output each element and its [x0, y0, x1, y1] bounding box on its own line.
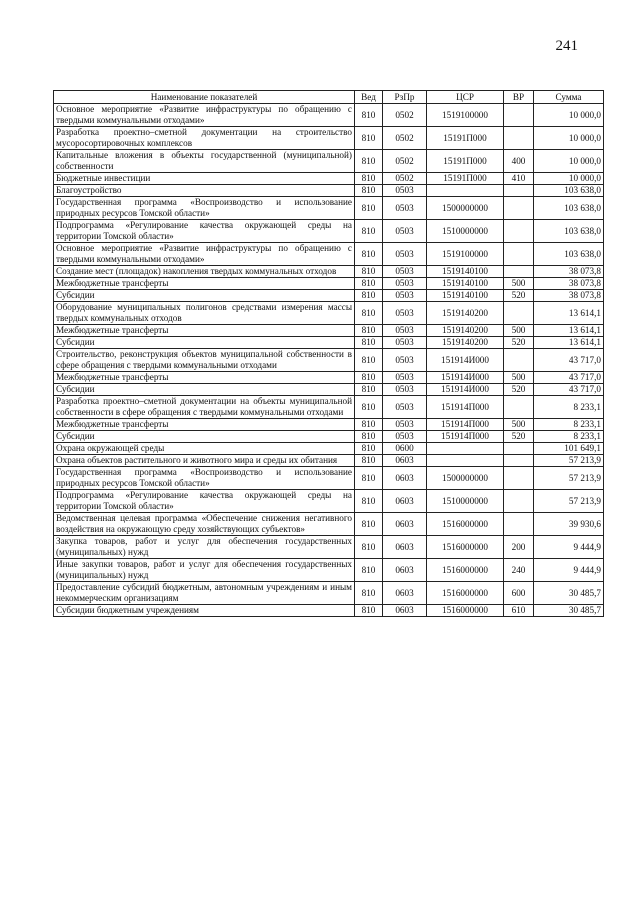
- cell-sum: 43 717,0: [534, 384, 604, 396]
- cell-ved: 810: [355, 605, 383, 617]
- cell-rzpr: 0503: [383, 220, 427, 243]
- table-row: [54, 266, 604, 278]
- cell-sum: 13 614,1: [534, 337, 604, 349]
- cell-csr: 15191П000: [427, 150, 504, 173]
- cell-vr: 600: [504, 582, 534, 605]
- cell-name: Закупка товаров, работ и услуг для обеспечения государственных (муниципальных) нужд: [54, 536, 355, 559]
- cell-vr: [504, 513, 534, 536]
- cell-csr: 1510000000: [427, 220, 504, 243]
- cell-rzpr: 0503: [383, 384, 427, 396]
- cell-sum: 10 000,0: [534, 127, 604, 150]
- cell-name: Подпрограмма «Регулирование качества окружающей среды на территории Томской области»: [54, 490, 355, 513]
- cell-ved: 810: [355, 536, 383, 559]
- cell-vr: 610: [504, 605, 534, 617]
- cell-ved: 810: [355, 372, 383, 384]
- cell-name: Предоставление субсидий бюджетным, автономным учреждениям и иным некоммерческим организациям: [54, 582, 355, 605]
- cell-csr: 1519140200: [427, 302, 504, 325]
- cell-rzpr: 0503: [383, 349, 427, 372]
- cell-name: Государственная программа «Воспроизводство и использование природных ресурсов Томской области»: [54, 197, 355, 220]
- cell-vr: [504, 104, 534, 127]
- cell-name: Разработка проектно–сметной документации на строительство мусоросортировочных комплексов: [54, 127, 355, 150]
- cell-vr: 520: [504, 431, 534, 443]
- cell-csr: 1510000000: [427, 490, 504, 513]
- cell-rzpr: 0502: [383, 173, 427, 185]
- cell-name: Межбюджетные трансферты: [54, 325, 355, 337]
- cell-ved: 810: [355, 384, 383, 396]
- cell-sum: 10 000,0: [534, 104, 604, 127]
- cell-ved: 810: [355, 337, 383, 349]
- cell-sum: 38 073,8: [534, 266, 604, 278]
- cell-vr: 500: [504, 419, 534, 431]
- page-number: 241: [555, 38, 578, 54]
- cell-ved: 810: [355, 582, 383, 605]
- cell-vr: [504, 243, 534, 266]
- table-row: [54, 220, 604, 243]
- cell-sum: 39 930,6: [534, 513, 604, 536]
- cell-csr: 1519140100: [427, 266, 504, 278]
- cell-vr: [504, 467, 534, 490]
- header-name: Наименование показателей: [54, 91, 355, 104]
- cell-rzpr: 0503: [383, 290, 427, 302]
- cell-name: Оборудование муниципальных полигонов средствами измерения массы твердых коммунальных отходов: [54, 302, 355, 325]
- cell-vr: 500: [504, 278, 534, 290]
- cell-csr: 151914П000: [427, 419, 504, 431]
- cell-vr: [504, 490, 534, 513]
- cell-vr: 520: [504, 337, 534, 349]
- cell-csr: [427, 185, 504, 197]
- cell-name: Основное мероприятие «Развитие инфраструктуры по обращению с твердыми коммунальными отходами»: [54, 243, 355, 266]
- header-sum: Сумма: [534, 91, 604, 104]
- table-row: [54, 185, 604, 197]
- cell-rzpr: 0603: [383, 490, 427, 513]
- cell-ved: 810: [355, 431, 383, 443]
- cell-ved: 810: [355, 266, 383, 278]
- cell-vr: [504, 443, 534, 455]
- cell-name: Межбюджетные трансферты: [54, 278, 355, 290]
- cell-csr: 1516000000: [427, 559, 504, 582]
- table-body: [54, 104, 604, 617]
- cell-ved: 810: [355, 104, 383, 127]
- cell-rzpr: 0503: [383, 396, 427, 419]
- cell-ved: 810: [355, 185, 383, 197]
- cell-name: Ведомственная целевая программа «Обеспечение снижения негативного воздействия на окружающую среду хозяйствующих субъектов»: [54, 513, 355, 536]
- cell-name: Разработка проектно–сметной документации на объекты муниципальной собственности в сфере обращения с твердыми коммунальными отходами: [54, 396, 355, 419]
- cell-rzpr: 0503: [383, 431, 427, 443]
- cell-sum: 103 638,0: [534, 185, 604, 197]
- cell-sum: 38 073,8: [534, 278, 604, 290]
- cell-ved: 810: [355, 302, 383, 325]
- table-row: [54, 278, 604, 290]
- cell-vr: 400: [504, 150, 534, 173]
- cell-sum: 8 233,1: [534, 431, 604, 443]
- cell-csr: 151914И000: [427, 372, 504, 384]
- table-row: [54, 127, 604, 150]
- cell-vr: [504, 302, 534, 325]
- cell-vr: [504, 220, 534, 243]
- cell-vr: [504, 266, 534, 278]
- table-row: [54, 290, 604, 302]
- cell-sum: 101 649,1: [534, 443, 604, 455]
- table-row: [54, 467, 604, 490]
- cell-name: Государственная программа «Воспроизводство и использование природных ресурсов Томской области»: [54, 467, 355, 490]
- cell-ved: 810: [355, 513, 383, 536]
- table-row: [54, 173, 604, 185]
- cell-csr: 151914П000: [427, 396, 504, 419]
- cell-vr: 240: [504, 559, 534, 582]
- table-row: [54, 337, 604, 349]
- cell-vr: 520: [504, 290, 534, 302]
- cell-rzpr: 0603: [383, 455, 427, 467]
- cell-ved: 810: [355, 443, 383, 455]
- cell-rzpr: 0503: [383, 337, 427, 349]
- table-row: [54, 372, 604, 384]
- cell-csr: 1519140100: [427, 290, 504, 302]
- cell-sum: 43 717,0: [534, 372, 604, 384]
- cell-name: Бюджетные инвестиции: [54, 173, 355, 185]
- table-header-row: [54, 91, 604, 104]
- cell-csr: 1519140200: [427, 325, 504, 337]
- table-row: [54, 197, 604, 220]
- table-row: [54, 325, 604, 337]
- cell-name: Капитальные вложения в объекты государственной (муниципальной) собственности: [54, 150, 355, 173]
- cell-ved: 810: [355, 197, 383, 220]
- cell-csr: 1519140200: [427, 337, 504, 349]
- cell-sum: 38 073,8: [534, 290, 604, 302]
- table-row: [54, 582, 604, 605]
- budget-table: [53, 90, 604, 617]
- cell-csr: 1500000000: [427, 197, 504, 220]
- cell-sum: 103 638,0: [534, 243, 604, 266]
- cell-sum: 57 213,9: [534, 455, 604, 467]
- cell-vr: 520: [504, 384, 534, 396]
- cell-name: Охрана окружающей среды: [54, 443, 355, 455]
- cell-name: Субсидии: [54, 431, 355, 443]
- cell-ved: 810: [355, 127, 383, 150]
- cell-csr: 1519100000: [427, 243, 504, 266]
- cell-name: Иные закупки товаров, работ и услуг для обеспечения государственных (муниципальных) нужд: [54, 559, 355, 582]
- cell-name: Субсидии бюджетным учреждениям: [54, 605, 355, 617]
- table-row: [54, 396, 604, 419]
- cell-vr: 410: [504, 173, 534, 185]
- header-ved: Вед: [355, 91, 383, 104]
- cell-rzpr: 0603: [383, 467, 427, 490]
- cell-sum: 9 444,9: [534, 559, 604, 582]
- cell-sum: 13 614,1: [534, 325, 604, 337]
- cell-csr: 151914П000: [427, 431, 504, 443]
- cell-rzpr: 0503: [383, 185, 427, 197]
- cell-ved: 810: [355, 467, 383, 490]
- cell-ved: 810: [355, 490, 383, 513]
- table-row: [54, 150, 604, 173]
- cell-rzpr: 0502: [383, 104, 427, 127]
- cell-ved: 810: [355, 173, 383, 185]
- cell-sum: 57 213,9: [534, 467, 604, 490]
- cell-ved: 810: [355, 396, 383, 419]
- table-row: [54, 455, 604, 467]
- cell-csr: 151914И000: [427, 384, 504, 396]
- table-row: [54, 513, 604, 536]
- table-row: [54, 104, 604, 127]
- cell-csr: 15191П000: [427, 173, 504, 185]
- cell-name: Субсидии: [54, 290, 355, 302]
- cell-name: Создание мест (площадок) накопления твердых коммунальных отходов: [54, 266, 355, 278]
- cell-sum: 30 485,7: [534, 605, 604, 617]
- cell-ved: 810: [355, 559, 383, 582]
- cell-rzpr: 0503: [383, 325, 427, 337]
- cell-ved: 810: [355, 150, 383, 173]
- cell-vr: [504, 349, 534, 372]
- cell-rzpr: 0503: [383, 302, 427, 325]
- table-row: [54, 490, 604, 513]
- cell-sum: 8 233,1: [534, 396, 604, 419]
- cell-csr: 1516000000: [427, 605, 504, 617]
- table-row: [54, 605, 604, 617]
- cell-csr: 151914И000: [427, 349, 504, 372]
- cell-name: Субсидии: [54, 337, 355, 349]
- table-row: [54, 431, 604, 443]
- cell-rzpr: 0503: [383, 372, 427, 384]
- header-vr: ВР: [504, 91, 534, 104]
- cell-sum: 103 638,0: [534, 197, 604, 220]
- cell-csr: 1516000000: [427, 582, 504, 605]
- cell-ved: 810: [355, 419, 383, 431]
- cell-rzpr: 0503: [383, 243, 427, 266]
- cell-vr: 500: [504, 325, 534, 337]
- table-row: [54, 443, 604, 455]
- cell-csr: [427, 443, 504, 455]
- cell-rzpr: 0502: [383, 150, 427, 173]
- table-row: [54, 243, 604, 266]
- cell-ved: 810: [355, 220, 383, 243]
- cell-rzpr: 0503: [383, 197, 427, 220]
- cell-vr: 200: [504, 536, 534, 559]
- cell-ved: 810: [355, 325, 383, 337]
- table-row: [54, 419, 604, 431]
- cell-csr: 1519140100: [427, 278, 504, 290]
- cell-rzpr: 0603: [383, 536, 427, 559]
- cell-csr: 1519100000: [427, 104, 504, 127]
- cell-ved: 810: [355, 455, 383, 467]
- cell-sum: 8 233,1: [534, 419, 604, 431]
- cell-name: Межбюджетные трансферты: [54, 419, 355, 431]
- cell-vr: [504, 127, 534, 150]
- table-row: [54, 349, 604, 372]
- cell-csr: 1516000000: [427, 536, 504, 559]
- cell-rzpr: 0503: [383, 419, 427, 431]
- cell-name: Благоустройство: [54, 185, 355, 197]
- cell-name: Субсидии: [54, 384, 355, 396]
- cell-vr: [504, 455, 534, 467]
- table-row: [54, 536, 604, 559]
- cell-rzpr: 0503: [383, 266, 427, 278]
- cell-sum: 10 000,0: [534, 173, 604, 185]
- cell-rzpr: 0603: [383, 513, 427, 536]
- cell-csr: 1500000000: [427, 467, 504, 490]
- cell-rzpr: 0603: [383, 605, 427, 617]
- cell-rzpr: 0502: [383, 127, 427, 150]
- table-row: [54, 559, 604, 582]
- cell-vr: 500: [504, 372, 534, 384]
- cell-vr: [504, 396, 534, 419]
- cell-sum: 10 000,0: [534, 150, 604, 173]
- cell-sum: 43 717,0: [534, 349, 604, 372]
- cell-csr: 15191П000: [427, 127, 504, 150]
- cell-vr: [504, 185, 534, 197]
- cell-name: Основное мероприятие «Развитие инфраструктуры по обращению с твердыми коммунальными отходами»: [54, 104, 355, 127]
- cell-rzpr: 0503: [383, 278, 427, 290]
- cell-sum: 9 444,9: [534, 536, 604, 559]
- cell-vr: [504, 197, 534, 220]
- cell-name: Межбюджетные трансферты: [54, 372, 355, 384]
- cell-ved: 810: [355, 349, 383, 372]
- cell-sum: 103 638,0: [534, 220, 604, 243]
- cell-csr: 1516000000: [427, 513, 504, 536]
- cell-ved: 810: [355, 290, 383, 302]
- table-row: [54, 384, 604, 396]
- cell-name: Охрана объектов растительного и животного мира и среды их обитания: [54, 455, 355, 467]
- cell-name: Строительство, реконструкция объектов муниципальной собственности в сфере обращения с твердыми коммунальными отходами: [54, 349, 355, 372]
- header-rzpr: РзПр: [383, 91, 427, 104]
- cell-csr: [427, 455, 504, 467]
- cell-rzpr: 0603: [383, 582, 427, 605]
- cell-rzpr: 0600: [383, 443, 427, 455]
- header-csr: ЦСР: [427, 91, 504, 104]
- cell-sum: 30 485,7: [534, 582, 604, 605]
- cell-sum: 13 614,1: [534, 302, 604, 325]
- cell-ved: 810: [355, 243, 383, 266]
- cell-rzpr: 0603: [383, 559, 427, 582]
- cell-ved: 810: [355, 278, 383, 290]
- cell-sum: 57 213,9: [534, 490, 604, 513]
- table-row: [54, 302, 604, 325]
- cell-name: Подпрограмма «Регулирование качества окружающей среды на территории Томской области»: [54, 220, 355, 243]
